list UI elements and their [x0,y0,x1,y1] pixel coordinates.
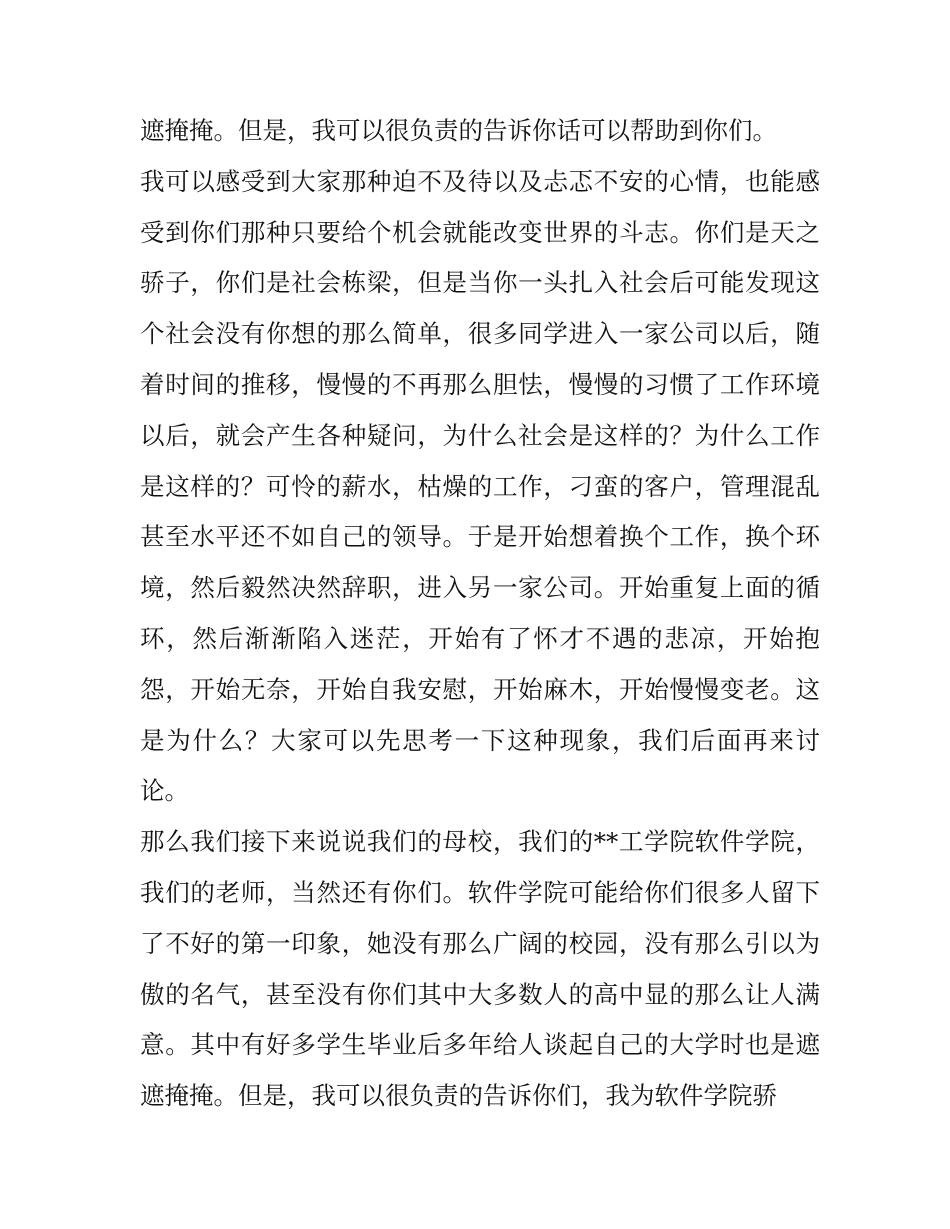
text-line: 傲的名气，甚至没有你们其中大多数人的高中显的那么让人满 [140,979,820,1009]
text-line: 骄子，你们是社会栋梁，但是当你一头扎入社会后可能发现这 [140,268,820,298]
text-line: 个社会没有你想的那么简单，很多同学进入一家公司以后，随 [140,319,820,349]
text-line: 受到你们那种只要给个机会就能改变世界的斗志。你们是天之 [140,217,820,247]
text-line: 我们的老师，当然还有你们。软件学院可能给你们很多人留下 [140,877,820,907]
text-line: 我可以感受到大家那种迫不及待以及忐忑不安的心情，也能感 [140,166,820,196]
text-line: 论。 [140,776,189,806]
text-line: 以后，就会产生各种疑问，为什么社会是这样的？为什么工作 [140,420,820,450]
body-text [140,106,820,1122]
text-line: 那么我们接下来说说我们的母校，我们的**工学院软件学院， [140,827,820,857]
text-line: 着时间的推移，慢慢的不再那么胆怯，慢慢的习惯了工作环境 [140,369,820,399]
text-line: 环，然后渐渐陷入迷茫，开始有了怀才不遇的悲凉，开始抱 [140,623,820,653]
text-line: 甚至水平还不如自己的领导。于是开始想着换个工作，换个环 [140,522,820,552]
text-line: 了不好的第一印象，她没有那么广阔的校园，没有那么引以为 [140,928,820,958]
text-line: 境，然后毅然决然辞职，进入另一家公司。开始重复上面的循 [140,573,820,603]
text-line: 怨，开始无奈，开始自我安慰，开始麻木，开始慢慢变老。这 [140,674,820,704]
text-line: 是这样的？可怜的薪水，枯燥的工作，刁蛮的客户，管理混乱 [140,471,820,501]
text-line: 遮掩掩。但是，我可以很负责的告诉你话可以帮助到你们。 [140,116,777,145]
text-line: 是为什么？大家可以先思考一下这种现象，我们后面再来讨 [140,725,820,755]
text-line: 意。其中有好多学生毕业后多年给人谈起自己的大学时也是遮 [140,1030,820,1060]
text-line: 遮掩掩。但是，我可以很负责的告诉你们，我为软件学院骄 [140,1081,777,1111]
